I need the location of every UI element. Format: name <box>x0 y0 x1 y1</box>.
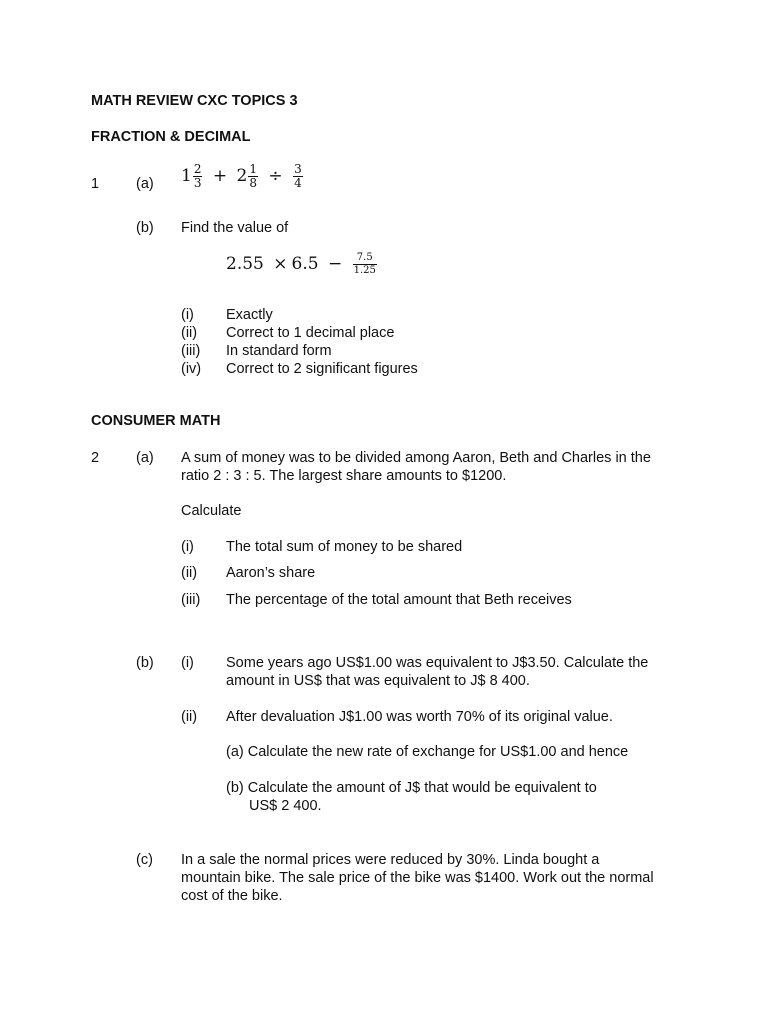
sub-part-label: (ii) <box>181 709 198 725</box>
sub-part-text: The total sum of money to be shared <box>226 539 463 555</box>
fraction <box>193 163 203 190</box>
fraction-expression <box>181 163 304 190</box>
part-label: (a) <box>136 176 154 192</box>
sub-part-text: Correct to 1 decimal place <box>226 325 395 341</box>
fraction <box>248 163 258 190</box>
decimal-expression <box>226 252 378 277</box>
sub-part-label: (ii) <box>181 565 198 581</box>
part-label: (c) <box>136 852 153 868</box>
sub-part-text: Correct to 2 significant figures <box>226 361 418 377</box>
fraction <box>353 252 377 277</box>
sub-part-label: (iv) <box>181 361 202 377</box>
part-label: (b) <box>136 655 154 671</box>
question-text: Some years ago US$1.00 was equivalent to J$3.50. Calculate the <box>226 655 649 671</box>
instruction-text: Calculate <box>181 503 242 519</box>
whole-number: 2 <box>236 166 248 186</box>
part-label: (b) <box>136 220 154 236</box>
sub-part-text: Aaron’s share <box>226 565 316 581</box>
numerator: 1 <box>249 162 257 176</box>
question-text: (b) Calculate the amount of J$ that would be equivalent to <box>226 780 597 796</box>
sub-part-label: (ii) <box>181 325 198 341</box>
term: 2.55 <box>226 254 264 274</box>
denominator: 1.25 <box>353 265 376 276</box>
sub-part-label: (i) <box>181 307 194 323</box>
question-text: Find the value of <box>181 220 289 236</box>
question-text: After devaluation J$1.00 was worth 70% of its original value. <box>226 709 613 725</box>
minus-operator: − <box>327 254 343 274</box>
section-heading-fraction-decimal: FRACTION & DECIMAL <box>91 129 251 145</box>
sub-part-text: The percentage of the total amount that Beth receives <box>226 592 572 608</box>
plus-operator: + <box>212 166 228 186</box>
question-text: US$ 2 400. <box>249 798 322 814</box>
whole-number: 1 <box>181 166 192 186</box>
question-text: mountain bike. The sale price of the bike was $1400. Work out the normal <box>181 870 654 886</box>
question-text: amount in US$ that was equivalent to J$ 8 400. <box>226 673 530 689</box>
sub-part-label: (iii) <box>181 592 201 608</box>
denominator: 3 <box>193 176 202 190</box>
sub-part-label: (i) <box>181 539 194 555</box>
sub-part-text: Exactly <box>226 307 273 323</box>
fraction <box>293 163 303 190</box>
sub-part-text: In standard form <box>226 343 332 359</box>
question-text: ratio 2 : 3 : 5. The largest share amounts to $1200. <box>181 468 507 484</box>
question-text: cost of the bike. <box>181 888 283 904</box>
section-heading-consumer-math: CONSUMER MATH <box>91 413 221 429</box>
question-number: 2 <box>91 450 100 466</box>
sub-part-label: (iii) <box>181 343 201 359</box>
question-text: In a sale the normal prices were reduced by 30%. Linda bought a <box>181 852 600 868</box>
numerator: 2 <box>193 162 202 176</box>
question-text: (a) Calculate the new rate of exchange for US$1.00 and hence <box>226 744 629 760</box>
numerator: 3 <box>294 162 302 176</box>
denominator: 4 <box>294 176 302 190</box>
divide-operator: ÷ <box>268 166 283 186</box>
denominator: 8 <box>249 176 257 190</box>
times-operator: × <box>273 254 288 274</box>
sub-part-label: (i) <box>181 655 194 671</box>
question-number: 1 <box>91 176 100 192</box>
page-title: MATH REVIEW CXC TOPICS 3 <box>91 93 298 109</box>
numerator: 7.5 <box>356 252 373 263</box>
term: 6.5 <box>291 254 319 274</box>
part-label: (a) <box>136 450 154 466</box>
question-text: A sum of money was to be divided among Aaron, Beth and Charles in the <box>181 450 651 466</box>
